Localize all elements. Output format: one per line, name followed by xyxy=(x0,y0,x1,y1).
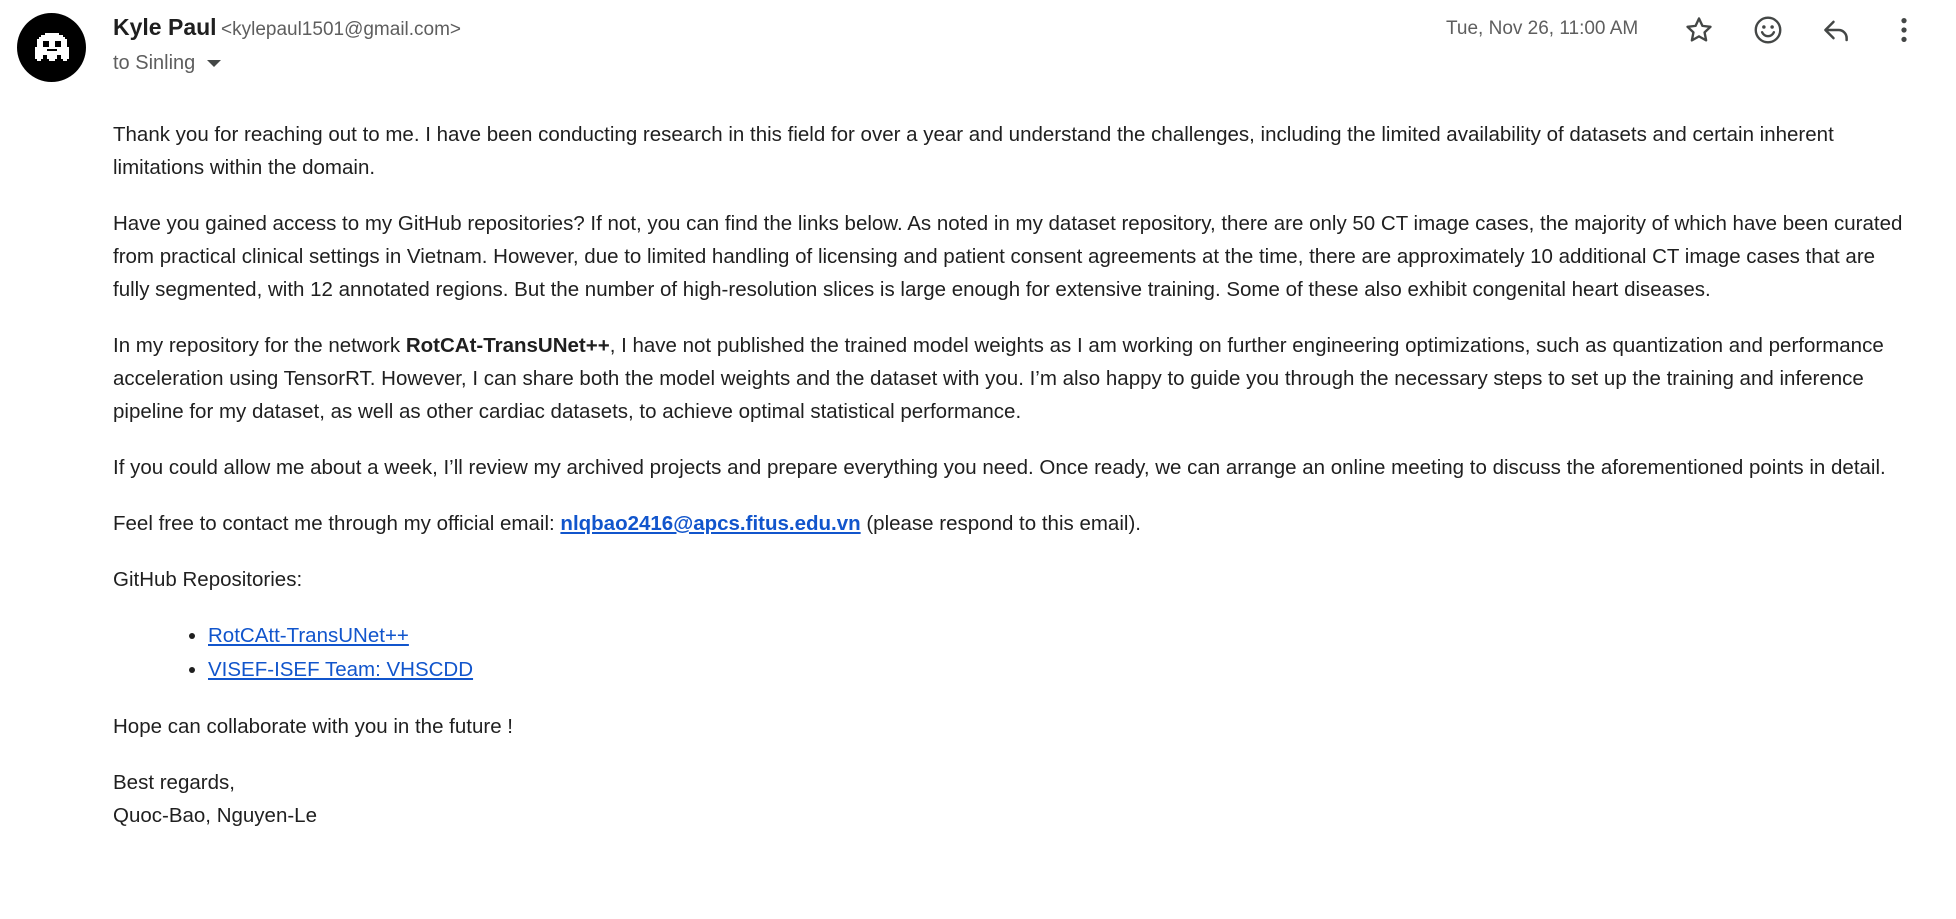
contact-text-after: (please respond to this email). xyxy=(860,512,1141,535)
signoff xyxy=(113,766,1913,832)
repo-link-visef[interactable]: VISEF-ISEF Team: VHSCDD xyxy=(208,658,474,681)
regards-text: Best regards, xyxy=(113,771,235,794)
paragraph-contact xyxy=(113,507,1913,540)
timestamp: Tue, Nov 26, 11:00 AM xyxy=(1446,18,1639,39)
paragraph-closing: Hope can collaborate with you in the future ! xyxy=(113,715,513,738)
sender-avatar[interactable] xyxy=(17,13,86,82)
emoji-icon xyxy=(1753,15,1783,45)
repo-link-rotcatt[interactable]: RotCAtt-TransUNet++ xyxy=(208,624,409,647)
signature-name: Quoc-Bao, Nguyen-Le xyxy=(113,804,317,827)
chevron-down-icon xyxy=(207,60,221,67)
recipient-label: to Sinling xyxy=(113,52,196,74)
sender-email: <kylepaul1501@gmail.com> xyxy=(221,19,462,40)
sender-name[interactable]: Kyle Paul xyxy=(113,14,217,40)
avatar-ghost-icon xyxy=(35,33,69,63)
model-text-before: In my repository for the network xyxy=(113,334,406,357)
reply-button[interactable] xyxy=(1816,10,1856,50)
paragraph-repositories: Have you gained access to my GitHub repositories? If not, you can find the links below. As noted in my dataset repository, there are only 50 CT image cases, the majority of which have been curated from practical clinical settings in Vietnam. However, due to limited handling of licensing and patient consent agreements at the time, there are approximately 10 additional CT image cases that are fully segmented, with 12 annotated regions. But the number of high-resolution slices is large enough for extensive training. Some of these also exhibit congenital heart diseases. xyxy=(113,212,1903,301)
react-button[interactable] xyxy=(1748,10,1788,50)
reply-icon xyxy=(1821,15,1851,45)
list-item xyxy=(208,653,1913,687)
repo-list xyxy=(113,619,1913,687)
paragraph-model xyxy=(113,329,1913,428)
sender-line xyxy=(113,14,461,41)
star-button[interactable] xyxy=(1679,10,1719,50)
paragraph-timeline: If you could allow me about a week, I’ll review my archived projects and prepare everything you need. Once ready, we can arrange an online meeting to discuss the aforementioned points in detail. xyxy=(113,456,1886,479)
repos-heading: GitHub Repositories: xyxy=(113,568,303,591)
official-email-link[interactable]: nlqbao2416@apcs.fitus.edu.vn xyxy=(560,512,861,535)
network-name: RotCAt-TransUNet++ xyxy=(405,334,610,357)
more-vert-icon xyxy=(1889,15,1919,45)
message-body xyxy=(113,118,1913,832)
paragraph-intro: Thank you for reaching out to me. I have been conducting research in this field for over a year and understand the challenges, including the limited availability of datasets and certain inherent limitations within the domain. xyxy=(113,123,1834,179)
more-options-button[interactable] xyxy=(1884,10,1924,50)
contact-text-before: Feel free to contact me through my official email: xyxy=(113,512,561,535)
model-text-after: , I have not published the trained model weights as I am working on further engineering optimizations, such as quantization and performance acceleration using TensorRT. However, I can share both the model weights and the dataset with you. I’m also happy to guide you through the necessary steps to set up the training and inference pipeline for my dataset, as well as other cardiac datasets, to achieve optimal statistical performance. xyxy=(113,334,1884,423)
recipient-dropdown[interactable] xyxy=(113,52,221,75)
star-icon xyxy=(1684,15,1714,45)
list-item xyxy=(208,619,1913,653)
